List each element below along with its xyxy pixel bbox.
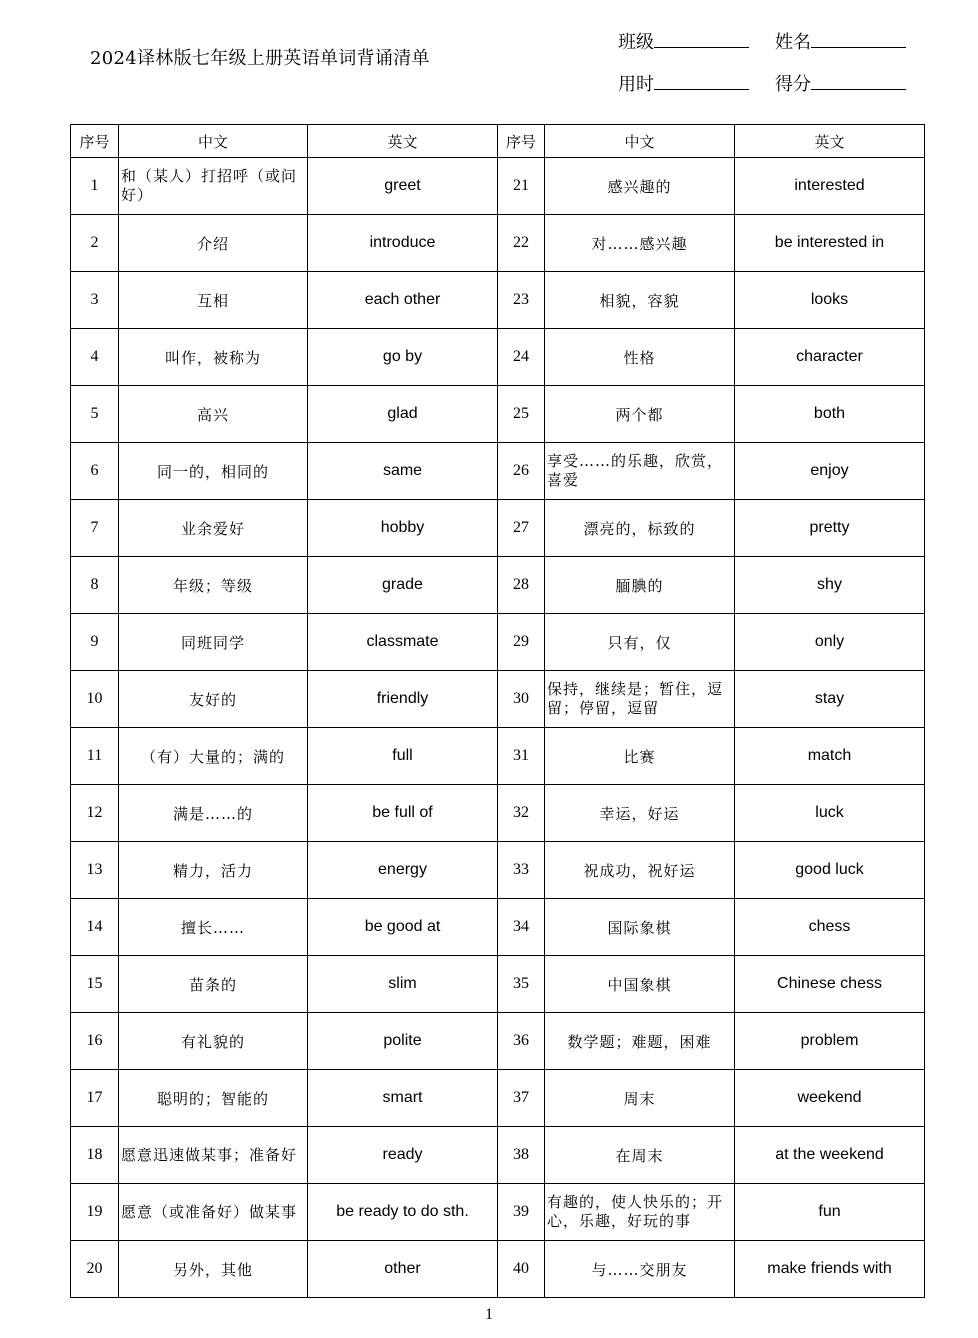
- english-word: energy: [308, 842, 498, 899]
- table-row: [71, 500, 925, 557]
- chinese-meaning: 漂亮的，标致的: [545, 500, 735, 557]
- entry-number: 14: [71, 899, 119, 956]
- chinese-meaning: 擅长……: [119, 899, 308, 956]
- english-word: good luck: [735, 842, 925, 899]
- entry-number: 20: [71, 1241, 119, 1298]
- table-row: [71, 728, 925, 785]
- chinese-meaning: 只有，仅: [545, 614, 735, 671]
- class-blank: [654, 41, 749, 48]
- entry-number: 21: [498, 158, 545, 215]
- chinese-meaning: 愿意（或准备好）做某事: [119, 1184, 308, 1241]
- table-row: [71, 386, 925, 443]
- entry-number: 11: [71, 728, 119, 785]
- chinese-meaning: 性格: [545, 329, 735, 386]
- english-word: glad: [308, 386, 498, 443]
- table-row: [71, 272, 925, 329]
- entry-number: 12: [71, 785, 119, 842]
- chinese-meaning: 苗条的: [119, 956, 308, 1013]
- entry-number: 13: [71, 842, 119, 899]
- entry-number: 22: [498, 215, 545, 272]
- chinese-meaning: 腼腆的: [545, 557, 735, 614]
- english-word: pretty: [735, 500, 925, 557]
- entry-number: 9: [71, 614, 119, 671]
- column-header: 英文: [308, 125, 498, 158]
- chinese-meaning: 祝成功，祝好运: [545, 842, 735, 899]
- chinese-meaning: （有）大量的；满的: [119, 728, 308, 785]
- english-word: shy: [735, 557, 925, 614]
- score-field: [775, 70, 906, 96]
- name-field: [775, 28, 906, 54]
- english-word: be good at: [308, 899, 498, 956]
- chinese-meaning: 同班同学: [119, 614, 308, 671]
- entry-number: 16: [71, 1013, 119, 1070]
- entry-number: 27: [498, 500, 545, 557]
- table-row: [71, 614, 925, 671]
- chinese-meaning: 感兴趣的: [545, 158, 735, 215]
- chinese-meaning: 另外，其他: [119, 1241, 308, 1298]
- entry-number: 2: [71, 215, 119, 272]
- english-word: slim: [308, 956, 498, 1013]
- entry-number: 29: [498, 614, 545, 671]
- chinese-meaning: 介绍: [119, 215, 308, 272]
- chinese-meaning: 在周末: [545, 1127, 735, 1184]
- table-row: [71, 842, 925, 899]
- chinese-meaning: 和（某人）打招呼（或问好）: [119, 158, 308, 215]
- name-label: 姓名: [775, 32, 811, 53]
- entry-number: 32: [498, 785, 545, 842]
- chinese-meaning: 互相: [119, 272, 308, 329]
- entry-number: 35: [498, 956, 545, 1013]
- entry-number: 28: [498, 557, 545, 614]
- chinese-meaning: 满是……的: [119, 785, 308, 842]
- table-row: [71, 443, 925, 500]
- table-row: [71, 1184, 925, 1241]
- entry-number: 8: [71, 557, 119, 614]
- english-word: Chinese chess: [735, 956, 925, 1013]
- english-word: ready: [308, 1127, 498, 1184]
- entry-number: 36: [498, 1013, 545, 1070]
- chinese-meaning: 周末: [545, 1070, 735, 1127]
- entry-number: 33: [498, 842, 545, 899]
- entry-number: 39: [498, 1184, 545, 1241]
- english-word: looks: [735, 272, 925, 329]
- chinese-meaning: 愿意迅速做某事；准备好: [119, 1127, 308, 1184]
- entry-number: 4: [71, 329, 119, 386]
- chinese-meaning: 比赛: [545, 728, 735, 785]
- entry-number: 10: [71, 671, 119, 728]
- entry-number: 23: [498, 272, 545, 329]
- english-word: interested: [735, 158, 925, 215]
- entry-number: 5: [71, 386, 119, 443]
- document-title: 2024译林版七年级上册英语单词背诵清单: [90, 48, 430, 69]
- english-word: hobby: [308, 500, 498, 557]
- entry-number: 15: [71, 956, 119, 1013]
- table-row: [71, 215, 925, 272]
- english-word: same: [308, 443, 498, 500]
- chinese-meaning: 有礼貌的: [119, 1013, 308, 1070]
- table-row: [71, 329, 925, 386]
- chinese-meaning: 与……交朋友: [545, 1241, 735, 1298]
- entry-number: 34: [498, 899, 545, 956]
- table-row: [71, 1241, 925, 1298]
- chinese-meaning: 幸运，好运: [545, 785, 735, 842]
- english-word: luck: [735, 785, 925, 842]
- chinese-meaning: 叫作，被称为: [119, 329, 308, 386]
- entry-number: 38: [498, 1127, 545, 1184]
- chinese-meaning: 保持，继续是；暂住，逗留；停留，逗留: [545, 671, 735, 728]
- class-field: [618, 28, 749, 54]
- english-word: grade: [308, 557, 498, 614]
- score-blank: [811, 83, 906, 90]
- entry-number: 3: [71, 272, 119, 329]
- chinese-meaning: 国际象棋: [545, 899, 735, 956]
- column-header: 中文: [119, 125, 308, 158]
- english-word: smart: [308, 1070, 498, 1127]
- table-row: [71, 671, 925, 728]
- entry-number: 40: [498, 1241, 545, 1298]
- chinese-meaning: 对……感兴趣: [545, 215, 735, 272]
- table-row: [71, 1070, 925, 1127]
- time-blank: [654, 83, 749, 90]
- class-label: 班级: [618, 32, 654, 53]
- english-word: character: [735, 329, 925, 386]
- english-word: be interested in: [735, 215, 925, 272]
- table-row: [71, 785, 925, 842]
- english-word: other: [308, 1241, 498, 1298]
- table-row: [71, 1127, 925, 1184]
- english-word: be full of: [308, 785, 498, 842]
- chinese-meaning: 相貌，容貌: [545, 272, 735, 329]
- entry-number: 37: [498, 1070, 545, 1127]
- name-blank: [811, 41, 906, 48]
- english-word: go by: [308, 329, 498, 386]
- chinese-meaning: 聪明的；智能的: [119, 1070, 308, 1127]
- chinese-meaning: 业余爱好: [119, 500, 308, 557]
- table-row: [71, 899, 925, 956]
- entry-number: 18: [71, 1127, 119, 1184]
- english-word: match: [735, 728, 925, 785]
- column-header: 中文: [545, 125, 735, 158]
- english-word: only: [735, 614, 925, 671]
- english-word: problem: [735, 1013, 925, 1070]
- english-word: introduce: [308, 215, 498, 272]
- english-word: be ready to do sth.: [308, 1184, 498, 1241]
- english-word: greet: [308, 158, 498, 215]
- english-word: each other: [308, 272, 498, 329]
- table-row: [71, 557, 925, 614]
- table-row: [71, 956, 925, 1013]
- english-word: chess: [735, 899, 925, 956]
- chinese-meaning: 年级；等级: [119, 557, 308, 614]
- chinese-meaning: 友好的: [119, 671, 308, 728]
- page-number: 1: [485, 1306, 493, 1323]
- english-word: full: [308, 728, 498, 785]
- entry-number: 1: [71, 158, 119, 215]
- english-word: stay: [735, 671, 925, 728]
- entry-number: 19: [71, 1184, 119, 1241]
- chinese-meaning: 数学题；难题，困难: [545, 1013, 735, 1070]
- table-header-row: [71, 125, 925, 158]
- vocabulary-table: [70, 124, 925, 1298]
- chinese-meaning: 中国象棋: [545, 956, 735, 1013]
- chinese-meaning: 精力，活力: [119, 842, 308, 899]
- entry-number: 7: [71, 500, 119, 557]
- english-word: classmate: [308, 614, 498, 671]
- english-word: at the weekend: [735, 1127, 925, 1184]
- entry-number: 30: [498, 671, 545, 728]
- entry-number: 24: [498, 329, 545, 386]
- english-word: both: [735, 386, 925, 443]
- entry-number: 26: [498, 443, 545, 500]
- chinese-meaning: 高兴: [119, 386, 308, 443]
- english-word: polite: [308, 1013, 498, 1070]
- english-word: friendly: [308, 671, 498, 728]
- entry-number: 6: [71, 443, 119, 500]
- table-row: [71, 1013, 925, 1070]
- english-word: fun: [735, 1184, 925, 1241]
- english-word: weekend: [735, 1070, 925, 1127]
- table-row: [71, 158, 925, 215]
- column-header: 序号: [498, 125, 545, 158]
- english-word: enjoy: [735, 443, 925, 500]
- chinese-meaning: 享受……的乐趣，欣赏，喜爱: [545, 443, 735, 500]
- chinese-meaning: 同一的，相同的: [119, 443, 308, 500]
- entry-number: 31: [498, 728, 545, 785]
- entry-number: 25: [498, 386, 545, 443]
- english-word: make friends with: [735, 1241, 925, 1298]
- score-label: 得分: [775, 74, 811, 95]
- time-field: [618, 70, 749, 96]
- column-header: 英文: [735, 125, 925, 158]
- chinese-meaning: 有趣的，使人快乐的；开心，乐趣，好玩的事: [545, 1184, 735, 1241]
- column-header: 序号: [71, 125, 119, 158]
- time-label: 用时: [618, 74, 654, 95]
- chinese-meaning: 两个都: [545, 386, 735, 443]
- entry-number: 17: [71, 1070, 119, 1127]
